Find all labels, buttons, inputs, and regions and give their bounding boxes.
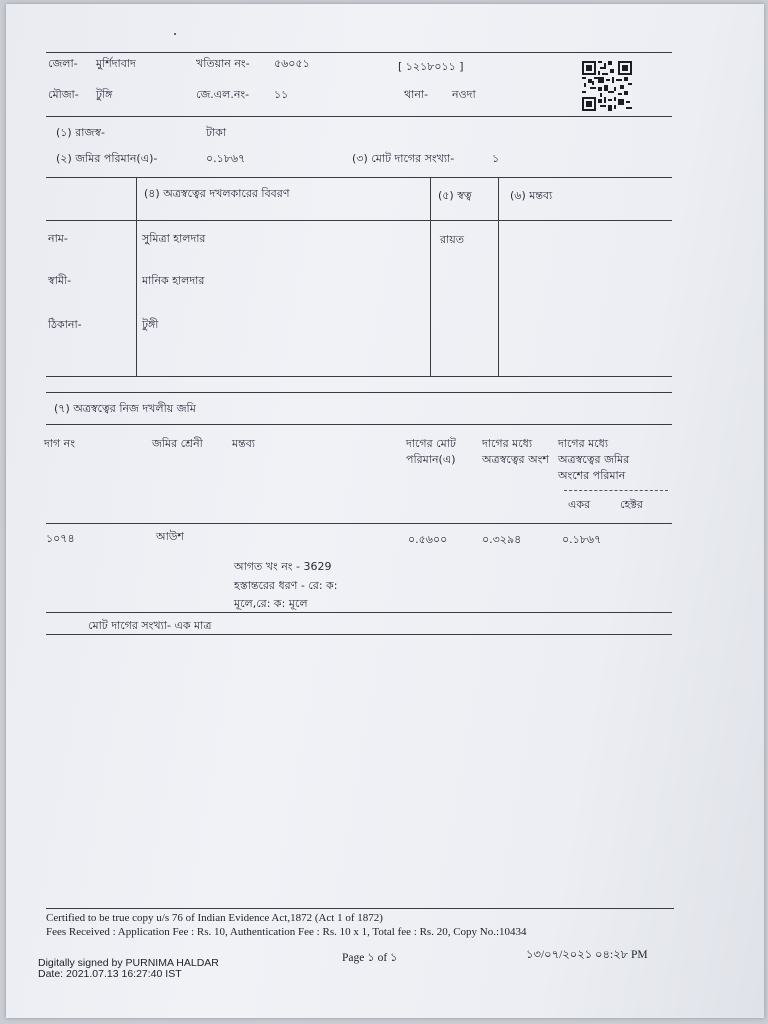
owner-name-value: সুমিত্রা হালদার bbox=[142, 232, 206, 245]
thana-value: নওদা bbox=[452, 88, 476, 101]
land-table-top-rule bbox=[46, 424, 672, 425]
owner-table-divider-2 bbox=[430, 177, 431, 376]
mouza-value: টুঙ্গি bbox=[96, 88, 113, 101]
transfer-basis-note: মূলে,রে: ক: মূলে bbox=[234, 597, 308, 610]
address-value: টুঙ্গী bbox=[142, 318, 159, 331]
footer-rule bbox=[46, 908, 674, 909]
plot-total-area: ০.৫৬০০ bbox=[408, 533, 448, 546]
share-area-header-line1: দাগের মধ্যে bbox=[558, 437, 609, 450]
punch-mark bbox=[174, 33, 176, 35]
land-section-top-rule bbox=[46, 392, 672, 393]
total-area-header-line1: দাগের মোট bbox=[406, 437, 456, 450]
hectare-unit: হেক্টর bbox=[620, 498, 643, 511]
district-label: জেলা- bbox=[48, 57, 78, 70]
share-header-line1: দাগের মধ্যে bbox=[482, 437, 533, 450]
total-plots-line: মোট দাগের সংখ্যা- এক মাত্র bbox=[88, 619, 212, 632]
plot-count-value: ১ bbox=[492, 152, 500, 165]
area-value: ০.১৮৬৭ bbox=[206, 152, 246, 165]
remark-column-header: (৬) মন্তব্য bbox=[510, 189, 553, 202]
transfer-type-note: হস্তান্তরের ধরণ - রে: ক: bbox=[234, 579, 338, 592]
certification-line: Certified to be true copy u/s 76 of Indian Evidence Act,1872 (Act 1 of 1872) bbox=[46, 912, 383, 924]
owner-table-divider-3 bbox=[498, 177, 499, 376]
owner-table-header-rule bbox=[46, 220, 672, 221]
total-line-bottom-rule bbox=[46, 634, 672, 635]
owner-share-area: ০.১৮৬৭ bbox=[562, 533, 602, 546]
owner-right-value: রায়ত bbox=[440, 233, 464, 246]
plot-column-header: দাগ নং bbox=[44, 437, 75, 450]
share-area-header-line3: অংশের পরিমান bbox=[558, 469, 626, 482]
owner-table-top-rule bbox=[46, 177, 672, 178]
right-column-header: (৫) স্বত্ব bbox=[438, 189, 472, 202]
digital-signature-name: Digitally signed by PURNIMA HALDAR bbox=[38, 957, 219, 969]
owner-share: ০.৩২৯৪ bbox=[482, 533, 522, 546]
qr-code-icon bbox=[582, 61, 632, 111]
jl-label: জে.এল.নং- bbox=[196, 88, 250, 101]
total-line-top-rule bbox=[46, 612, 672, 613]
digital-signature-date: Date: 2021.07.13 16:27:40 IST bbox=[38, 968, 182, 980]
unit-dashed-rule bbox=[564, 490, 668, 491]
husband-value: মানিক হালদার bbox=[142, 274, 205, 287]
owner-table-bottom-rule bbox=[46, 376, 672, 377]
possession-column-header: (৪) অত্রস্বত্বের দখলকারের বিবরণ bbox=[144, 187, 290, 200]
owner-table-divider-1 bbox=[136, 177, 137, 376]
land-table-header-rule bbox=[46, 523, 672, 524]
header-top-rule bbox=[46, 52, 672, 53]
thana-label: থানা- bbox=[404, 88, 429, 101]
land-section-title: (৭) অত্রস্বত্বের নিজ দখলীয় জমি bbox=[54, 402, 196, 415]
jl-value: ১১ bbox=[274, 88, 289, 101]
page-number: Page ১ of ১ bbox=[342, 952, 398, 964]
khatian-value: ৫৬০৫১ bbox=[274, 57, 310, 70]
mouza-label: মৌজা- bbox=[48, 88, 79, 101]
district-value: মুর্শিদাবাদ bbox=[96, 57, 136, 70]
plot-count-label: (৩) মোট দাগের সংখ্যা- bbox=[352, 152, 455, 165]
share-area-header-line2: অত্রস্বত্বের জমির bbox=[558, 453, 630, 466]
remark-column-header-2: মন্তব্য bbox=[232, 437, 256, 450]
reference-number: [ ১২১৮০১১ ] bbox=[398, 60, 464, 73]
area-label: (২) জমির পরিমান(এ)- bbox=[56, 152, 158, 165]
share-header-line2: অত্রস্বত্বের অংশ bbox=[482, 453, 549, 466]
land-class: আউশ bbox=[156, 530, 184, 543]
issue-datetime: ১৩/০৭/২০২১ ০৪:২৮ PM bbox=[526, 949, 648, 961]
total-area-header-line2: পরিমান(এ) bbox=[406, 453, 456, 466]
khatian-label: খতিয়ান নং- bbox=[196, 57, 250, 70]
incoming-khatian-note: আগত খং নং - 3629 bbox=[234, 560, 332, 573]
owner-name-label: নাম- bbox=[48, 232, 68, 245]
fees-line: Fees Received : Application Fee : Rs. 10, Authentication Fee : Rs. 10 x 1, Total fee : Rs. 20, Copy No.:10434 bbox=[46, 926, 527, 938]
revenue-label: (১) রাজস্ব- bbox=[56, 126, 105, 139]
header-bottom-rule bbox=[46, 116, 672, 117]
class-column-header: জমির শ্রেনী bbox=[152, 437, 203, 450]
address-label: ঠিকানা- bbox=[48, 318, 82, 331]
plot-number: ১০৭৪ bbox=[46, 532, 75, 545]
husband-label: স্বামী- bbox=[48, 274, 72, 287]
acre-unit: একর bbox=[568, 498, 591, 511]
revenue-unit: টাকা bbox=[206, 126, 227, 139]
document-page bbox=[6, 4, 764, 1018]
